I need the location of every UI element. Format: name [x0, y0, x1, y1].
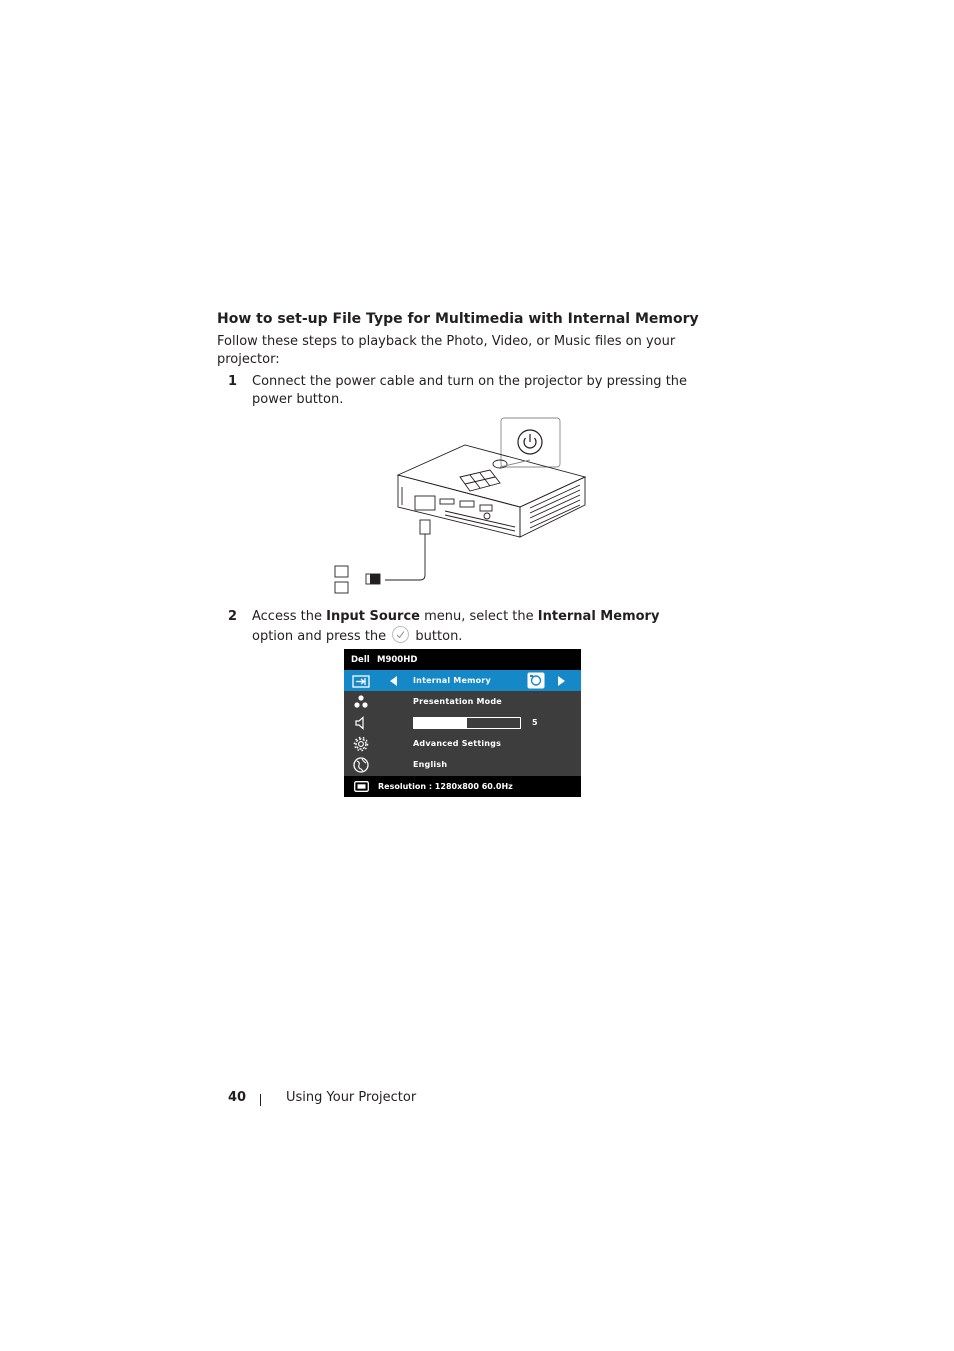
- presentation-mode-icon: [352, 693, 370, 711]
- osd-item-label: English: [413, 760, 448, 769]
- osd-item-label: Advanced Settings: [413, 739, 502, 748]
- osd-model: M900HD: [377, 655, 418, 665]
- internal-memory-term: Internal Memory: [537, 609, 660, 624]
- osd-resolution-bar: [344, 776, 581, 797]
- page-number: 40: [228, 1090, 247, 1105]
- osd-title-bar: [344, 649, 581, 670]
- volume-slider[interactable]: [413, 717, 521, 729]
- input-source-icon: [352, 672, 370, 690]
- step-2-text-part: Access the: [252, 609, 327, 624]
- arrow-left-icon[interactable]: [390, 676, 398, 686]
- step-2-text-part: menu, select the: [420, 609, 538, 624]
- step-1-number: 1: [228, 374, 238, 389]
- osd-menu: [344, 649, 581, 797]
- osd-item-language[interactable]: [344, 754, 581, 775]
- resolution-text: Resolution : 1280x800 60.0Hz: [378, 782, 513, 791]
- globe-icon: [352, 756, 370, 774]
- footer-section-title: Using Your Projector: [286, 1090, 417, 1105]
- checkmark-button-icon: [392, 626, 409, 643]
- intro-paragraph: Follow these steps to playback the Photo, Video, or Music files on your projector:: [217, 334, 676, 367]
- step-2-text-part: option and press the: [252, 628, 391, 644]
- osd-item-label: Presentation Mode: [413, 697, 502, 706]
- volume-slider-fill: [414, 718, 467, 728]
- footer-divider: [260, 1094, 261, 1106]
- display-icon: [354, 781, 369, 792]
- osd-item-advanced-settings[interactable]: [344, 733, 581, 754]
- volume-icon: [352, 714, 370, 732]
- input-source-term: Input Source: [326, 609, 420, 624]
- osd-item-presentation-mode[interactable]: [344, 691, 581, 712]
- volume-value: 5: [532, 718, 538, 727]
- step-1-text: Connect the power cable and turn on the projector by pressing the power button.: [252, 374, 688, 407]
- arrow-right-icon[interactable]: [558, 676, 566, 686]
- step-2-text-part: button.: [411, 628, 463, 644]
- gear-icon: [352, 735, 370, 753]
- projector-power-illustration: [330, 415, 595, 600]
- osd-item-label: Internal Memory: [413, 676, 491, 685]
- step-2-number: 2: [228, 609, 238, 624]
- section-heading: How to set-up File Type for Multimedia with Internal Memory: [217, 311, 699, 327]
- internal-memory-icon: [527, 672, 545, 689]
- step-2-text: [252, 608, 702, 645]
- osd-brand: Dell: [351, 655, 370, 665]
- osd-item-volume[interactable]: [344, 712, 581, 733]
- osd-item-input-source[interactable]: [344, 670, 581, 691]
